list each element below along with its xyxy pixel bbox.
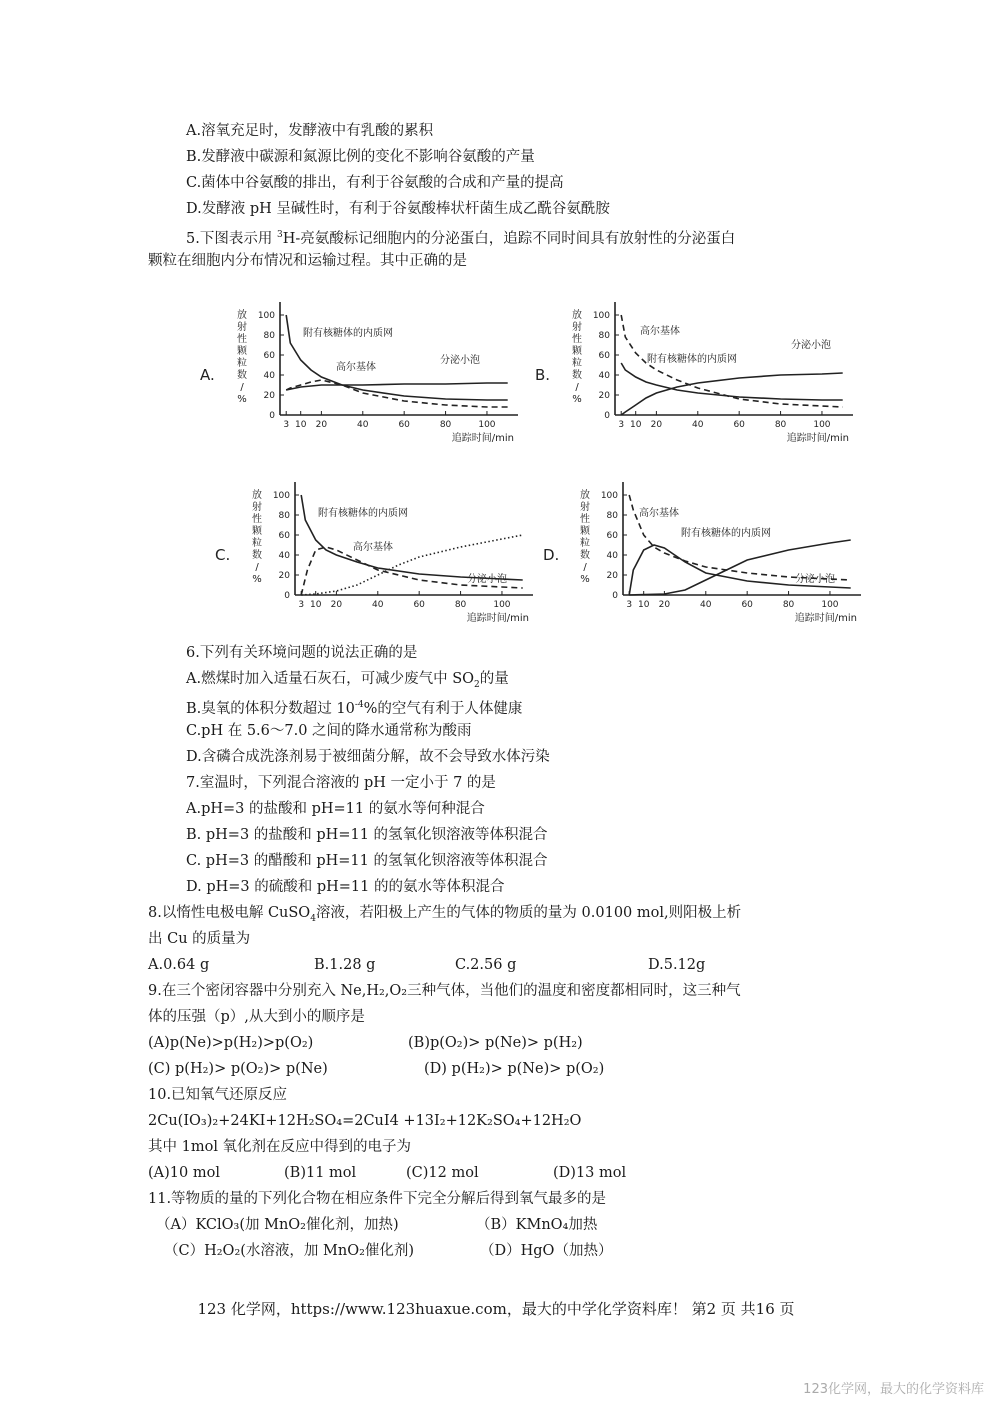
x-tick-label: 20 [330, 600, 343, 610]
y-axis-label-char: 射 [252, 502, 262, 513]
q10-option-a: (A)10 mol [148, 1165, 220, 1181]
y-tick-label: 40 [606, 551, 618, 561]
y-axis-label-char: 射 [237, 322, 247, 333]
q9-option-c: (C) p(H₂)> p(O₂)> p(Ne) [148, 1061, 328, 1077]
x-tick-label: 100 [821, 600, 839, 610]
y-axis-label-char: 射 [580, 502, 590, 513]
y-tick-label: 60 [263, 351, 275, 361]
series-label: 分泌小泡 [795, 574, 835, 585]
x-tick-label: 20 [315, 420, 328, 430]
q8-option-a: A.0.64 g [148, 957, 210, 973]
x-tick-label: 60 [413, 600, 425, 610]
y-tick-label: 40 [263, 371, 275, 381]
x-tick-label: 3 [283, 420, 290, 430]
y-axis-label-char: 颗 [572, 346, 582, 357]
q6-option-c: C.pH 在 5.6～7.0 之间的降水通常称为酸雨 [186, 723, 472, 739]
y-tick-label: 100 [592, 311, 610, 321]
x-axis-label: 追踪时间/min [794, 613, 857, 624]
y-axis-label-char: 粒 [580, 538, 590, 549]
panel-letter: B. [535, 366, 551, 384]
x-tick-label: 60 [398, 420, 410, 430]
x-tick-label: 80 [454, 600, 467, 610]
x-tick-label: 10 [309, 600, 322, 610]
panel-letter: C. [215, 546, 231, 564]
q9-stem-line1: 9.在三个密闭容器中分别充入 Ne,H₂,O₂三种气体，当他们的温度和密度都相同时，这三种气 [148, 983, 741, 999]
series-line [286, 383, 508, 390]
x-tick-label: 100 [478, 420, 496, 430]
x-tick-label: 10 [637, 600, 650, 610]
y-axis-label-char: / [575, 382, 579, 393]
q4-option-b: B.发酵液中碳源和氮源比例的变化不影响谷氨酸的产量 [186, 149, 535, 165]
y-tick-label: 0 [269, 411, 275, 421]
series-label: 高尔基体 [336, 362, 376, 373]
y-tick-label: 0 [604, 411, 610, 421]
q10-option-b: (B)11 mol [284, 1165, 357, 1181]
q10-option-d: (D)13 mol [553, 1165, 627, 1181]
panel-letter: D. [543, 546, 560, 564]
q9-option-a: (A)p(Ne)>p(H₂)>p(O₂) [148, 1035, 314, 1051]
q8-option-c: C.2.56 g [455, 957, 517, 973]
y-tick-label: 80 [606, 511, 618, 521]
y-axis-label-char: 数 [252, 550, 262, 561]
series-label: 分泌小泡 [791, 340, 831, 351]
panel-letter: A. [200, 366, 215, 384]
y-axis-label-char: / [255, 562, 259, 573]
x-tick-label: 60 [733, 420, 745, 430]
chart-panel-b [535, 290, 865, 450]
x-tick-label: 3 [618, 420, 625, 430]
watermark: 123化学网，最大的化学资料库 [803, 1382, 984, 1397]
q4-option-a: A.溶氧充足时，发酵液中有乳酸的累积 [186, 123, 434, 139]
y-axis-label-char: % [252, 574, 262, 585]
x-tick-label: 100 [493, 600, 511, 610]
x-axis-label: 追踪时间/min [786, 433, 849, 444]
y-axis-label-char: 颗 [580, 526, 590, 537]
y-axis-label-char: 放 [580, 490, 590, 501]
q8-stem-line2: 出 Cu 的质量为 [148, 931, 251, 947]
y-axis-label-char: 性 [252, 514, 262, 525]
series-label: 分泌小泡 [467, 574, 507, 585]
series-label: 高尔基体 [640, 326, 680, 337]
q9-option-b: (B)p(O₂)> p(Ne)> p(H₂) [408, 1035, 583, 1051]
y-axis-label-char: % [580, 574, 590, 585]
series-line [301, 535, 523, 595]
y-tick-label: 80 [598, 331, 610, 341]
y-tick-label: 60 [606, 531, 618, 541]
y-axis-label-char: 颗 [252, 526, 262, 537]
y-axis-label-char: 颗 [237, 346, 247, 357]
y-tick-label: 60 [598, 351, 610, 361]
y-axis-label-char: / [240, 382, 244, 393]
q10-equation: 2Cu(IO₃)₂+24KI+12H₂SO₄=2CuI4 +13I₂+12K₂SO₄+12H₂O [148, 1113, 582, 1129]
q7-option-c: C. pH=3 的醋酸和 pH=11 的氢氧化钡溶液等体积混合 [186, 853, 548, 869]
q9-option-d: (D) p(H₂)> p(Ne)> p(O₂) [424, 1061, 605, 1077]
y-axis-label-char: 数 [580, 550, 590, 561]
q10-stem: 10.已知氧气还原反应 [148, 1087, 288, 1103]
y-tick-label: 100 [257, 311, 275, 321]
q5-stem-line1: 5.下图表示用 $^3$H-亮氨酸标记细胞内的分泌蛋白，追踪不同时间具有放射性的分泌蛋白 [186, 230, 736, 247]
y-tick-label: 0 [612, 591, 618, 601]
q4-option-c: C.菌体中谷氨酸的排出，有利于谷氨酸的合成和产量的提高 [186, 175, 564, 191]
q6-stem: 6.下列有关环境问题的说法正确的是 [186, 645, 418, 661]
y-tick-label: 80 [263, 331, 275, 341]
q10-question: 其中 1mol 氧化剂在反应中得到的电子为 [148, 1139, 412, 1155]
y-axis-label-char: % [572, 394, 582, 405]
y-axis-label-char: / [583, 562, 587, 573]
q7-option-b: B. pH=3 的盐酸和 pH=11 的氢氧化钡溶液等体积混合 [186, 827, 548, 843]
x-tick-label: 3 [626, 600, 633, 610]
x-tick-label: 100 [813, 420, 831, 430]
x-tick-label: 80 [774, 420, 787, 430]
q8-stem-line1: 8.以惰性电极电解 CuSO$_4$溶液，若阳极上产生的气体的物质的量为 0.0100 mol,则阳极上析 [148, 905, 742, 924]
q11-stem: 11.等物质的量的下列化合物在相应条件下完全分解后得到氧气最多的是 [148, 1191, 607, 1207]
series-line [629, 545, 851, 595]
series-label: 高尔基体 [639, 508, 679, 519]
series-line [621, 373, 843, 415]
y-axis-label-char: 粒 [572, 358, 582, 369]
series-label: 分泌小泡 [440, 355, 480, 366]
x-tick-label: 3 [298, 600, 305, 610]
q7-option-d: D. pH=3 的硫酸和 pH=11 的的氨水等体积混合 [186, 879, 505, 895]
y-tick-label: 20 [263, 391, 275, 401]
chart-panel-d [543, 470, 873, 630]
y-axis-label-char: 放 [572, 310, 582, 321]
q7-option-a: A.pH=3 的盐酸和 pH=11 的氨水等何种混合 [186, 801, 485, 817]
q11-option-b: （B）KMnO₄加热 [476, 1217, 598, 1233]
y-axis-label-char: 性 [580, 514, 590, 525]
y-tick-label: 80 [278, 511, 290, 521]
x-tick-label: 80 [782, 600, 795, 610]
y-axis-label-char: 粒 [252, 538, 262, 549]
x-tick-label: 80 [439, 420, 452, 430]
x-tick-label: 40 [692, 420, 704, 430]
q6-option-b: B.臭氧的体积分数超过 $10^{-4}\%$的空气有利于人体健康 [186, 700, 523, 717]
page-footer: 123 化学网，https://www.123huaxue.com，最大的中学化学资料库！ 第2 页 共16 页 [197, 1300, 795, 1318]
y-tick-label: 0 [284, 591, 290, 601]
x-tick-label: 20 [650, 420, 663, 430]
x-tick-label: 40 [357, 420, 369, 430]
series-label: 高尔基体 [353, 542, 393, 553]
q6-option-a: A.燃煤时加入适量石灰石，可减少废气中 $SO_2$的量 [186, 671, 509, 690]
y-axis-label-char: 放 [237, 310, 247, 321]
q6-option-d: D.含磷合成洗涤剂易于被细菌分解，故不会导致水体污染 [186, 749, 550, 765]
x-tick-label: 60 [741, 600, 753, 610]
y-tick-label: 20 [598, 391, 610, 401]
y-axis-label-char: 数 [572, 370, 582, 381]
x-tick-label: 20 [658, 600, 671, 610]
series-label: 附有核糖体的内质网 [647, 354, 737, 365]
y-tick-label: 60 [278, 531, 290, 541]
q8-option-d: D.5.12g [648, 957, 706, 973]
series-label: 附有核糖体的内质网 [681, 528, 771, 539]
x-axis-label: 追踪时间/min [466, 613, 529, 624]
y-tick-label: 20 [606, 571, 618, 581]
y-axis-label-char: 性 [237, 334, 247, 345]
y-axis-label-char: 数 [237, 370, 247, 381]
q8-option-b: B.1.28 g [314, 957, 376, 973]
q7-stem: 7.室温时，下列混合溶液的 pH 一定小于 7 的是 [186, 775, 496, 791]
y-tick-label: 100 [272, 491, 290, 501]
y-tick-label: 40 [278, 551, 290, 561]
y-axis-label-char: 射 [572, 322, 582, 333]
series-label: 附有核糖体的内质网 [303, 328, 393, 339]
series-label: 附有核糖体的内质网 [318, 508, 408, 519]
y-axis-label-char: 性 [572, 334, 582, 345]
y-axis-label-char: 粒 [237, 358, 247, 369]
chart-panel-a [200, 290, 530, 450]
q11-option-c: （C）H₂O₂(水溶液，加 MnO₂催化剂) [164, 1243, 415, 1259]
q4-option-d: D.发酵液 pH 呈碱性时，有利于谷氨酸棒状杆菌生成乙酰谷氨酰胺 [186, 201, 610, 217]
chart-panel-c [215, 470, 545, 630]
q10-option-c: (C)12 mol [406, 1165, 479, 1181]
q11-option-d: （D）HgO（加热） [480, 1243, 613, 1259]
y-axis-label-char: % [237, 394, 247, 405]
x-tick-label: 10 [629, 420, 642, 430]
y-tick-label: 20 [278, 571, 290, 581]
y-axis-label-char: 放 [252, 490, 262, 501]
q5-stem-line2: 颗粒在细胞内分布情况和运输过程。其中正确的是 [148, 253, 467, 269]
y-tick-label: 40 [598, 371, 610, 381]
x-axis-label: 追踪时间/min [451, 433, 514, 444]
q9-stem-line2: 体的压强（p）,从大到小的顺序是 [148, 1009, 365, 1025]
x-tick-label: 10 [294, 420, 307, 430]
q11-option-a: （A）KClO₃(加 MnO₂催化剂，加热) [156, 1217, 399, 1233]
y-tick-label: 100 [600, 491, 618, 501]
x-tick-label: 40 [700, 600, 712, 610]
x-tick-label: 40 [372, 600, 384, 610]
